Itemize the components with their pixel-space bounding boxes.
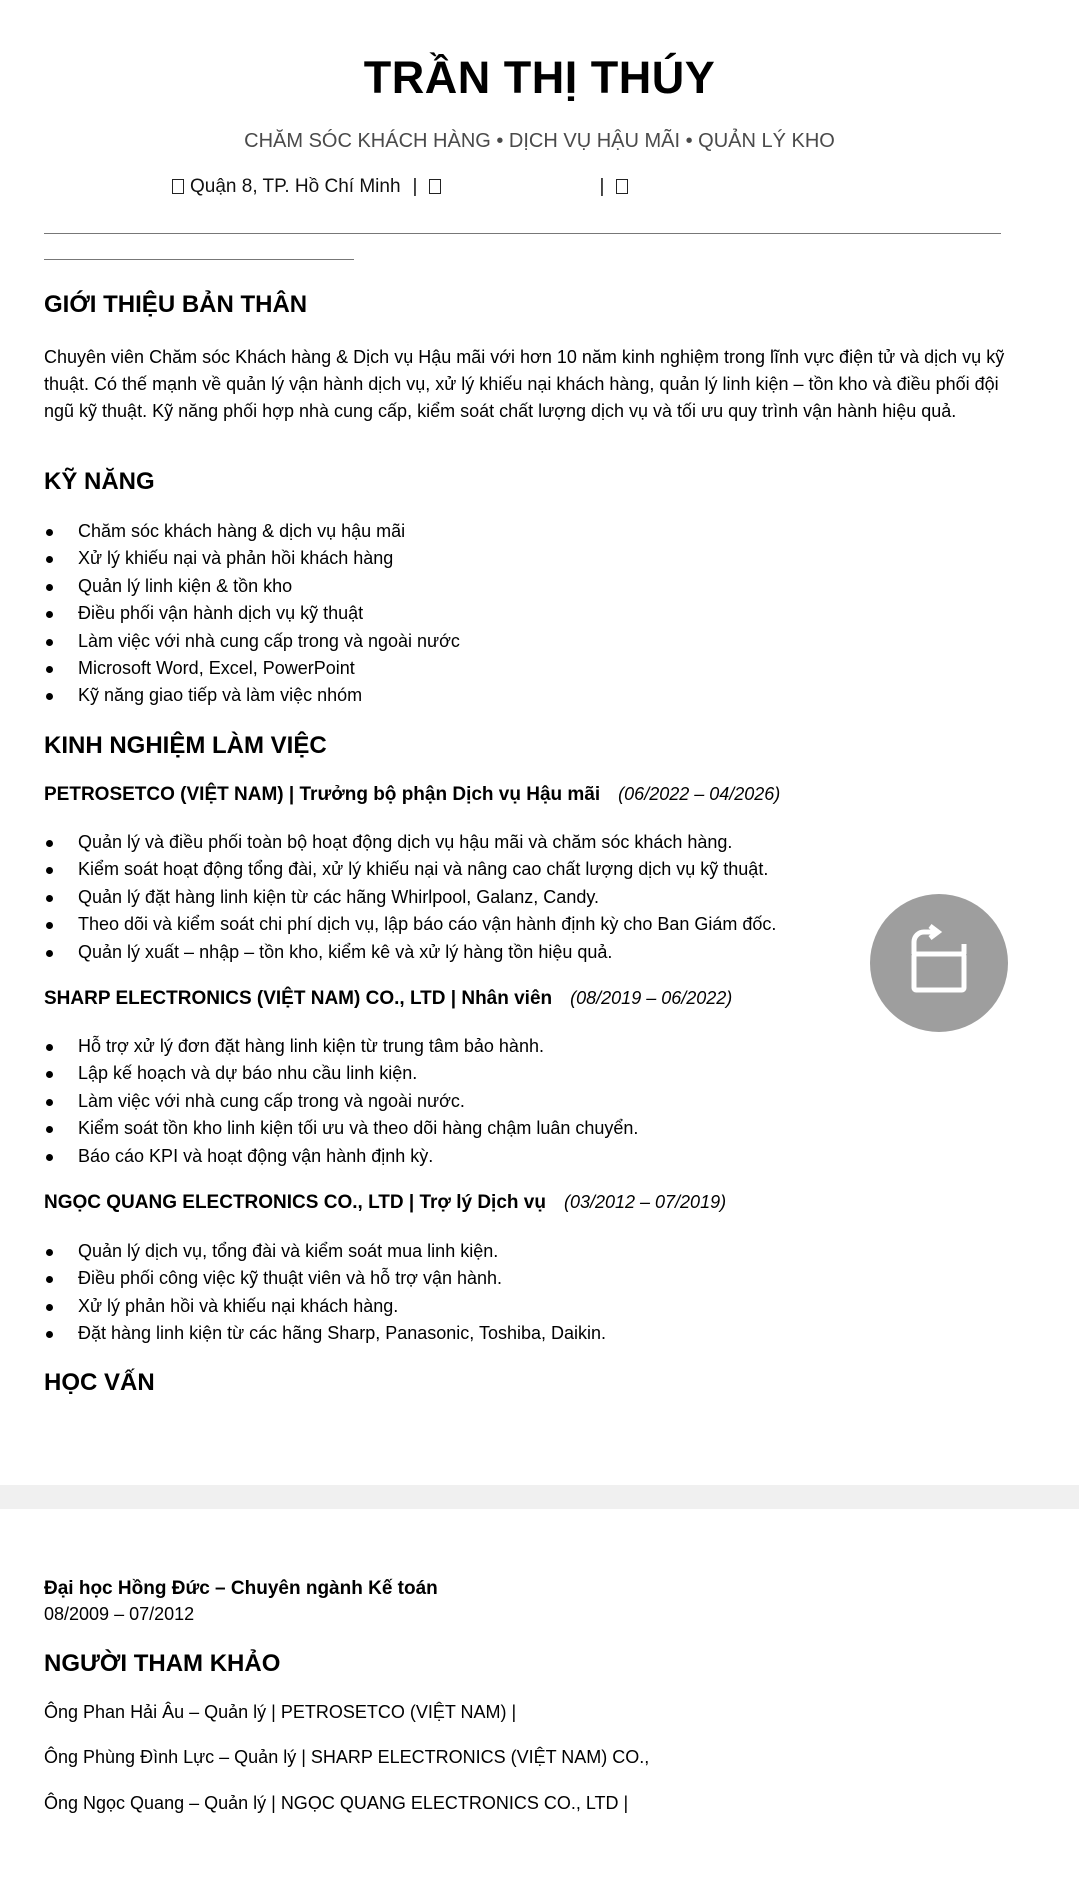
- contact-line: [172, 176, 634, 198]
- about-heading: GIỚI THIỆU BẢN THÂN: [44, 291, 308, 318]
- missing-glyph-icon: [429, 179, 441, 194]
- education-school: Đại học Hồng Đức – Chuyên ngành Kế toán: [44, 1578, 438, 1599]
- header-divider: [44, 233, 1001, 234]
- list-item: Làm việc với nhà cung cấp trong và ngoài nước: [44, 628, 460, 655]
- candidate-subtitle: CHĂM SÓC KHÁCH HÀNG • DỊCH VỤ HẬU MÃI • QUẢN LÝ KHO: [244, 130, 835, 152]
- candidate-name: TRẦN THỊ THÚY: [363, 52, 716, 103]
- list-item: Lập kế hoạch và dự báo nhu cầu linh kiện.: [44, 1060, 638, 1087]
- experience-heading: KINH NGHIỆM LÀM VIỆC: [44, 732, 327, 759]
- list-item: Điều phối vận hành dịch vụ kỹ thuật: [44, 600, 460, 627]
- job-dates: (08/2019 – 06/2022): [570, 988, 733, 1008]
- document-page-2: [0, 1509, 1079, 1888]
- list-item: Điều phối công việc kỹ thuật viên và hỗ trợ vận hành.: [44, 1265, 606, 1292]
- reference-item: Ông Phan Hải Âu – Quản lý | PETROSETCO (VIỆT NAM) |: [44, 1702, 517, 1722]
- list-item: Quản lý dịch vụ, tổng đài và kiểm soát mua linh kiện.: [44, 1238, 606, 1265]
- list-item: Xử lý khiếu nại và phản hồi khách hàng: [44, 545, 460, 572]
- job-title: PETROSETCO (VIỆT NAM) | Trưởng bộ phận Dịch vụ Hậu mãi (06/2022 – 04/2026): [44, 784, 781, 805]
- contact-separator: |: [599, 176, 605, 197]
- list-item: Kiểm soát tồn kho linh kiện tối ưu và theo dõi hàng chậm luân chuyển.: [44, 1115, 638, 1142]
- missing-glyph-icon: [616, 179, 628, 194]
- list-item: Làm việc với nhà cung cấp trong và ngoài nước.: [44, 1088, 638, 1115]
- references-heading: NGƯỜI THAM KHẢO: [44, 1650, 281, 1677]
- rotate-screen-icon: [870, 894, 1008, 1032]
- missing-glyph-icon: [172, 179, 184, 194]
- reference-item: Ông Phùng Đình Lực – Quản lý | SHARP ELECTRONICS (VIỆT NAM) CO.,: [44, 1747, 650, 1767]
- list-item: Xử lý phản hồi và khiếu nại khách hàng.: [44, 1293, 606, 1320]
- skills-heading: KỸ NĂNG: [44, 468, 155, 495]
- rotate-screen-button[interactable]: [870, 894, 1008, 1032]
- list-item: Báo cáo KPI và hoạt động vận hành định kỳ.: [44, 1143, 638, 1170]
- list-item: Quản lý và điều phối toàn bộ hoạt động dịch vụ hậu mãi và chăm sóc khách hàng.: [44, 829, 776, 856]
- page-gap: [0, 1485, 1079, 1509]
- job-bullets: [44, 829, 776, 966]
- job-dates: (06/2022 – 04/2026): [618, 784, 781, 804]
- skills-list: [44, 518, 460, 710]
- list-item: Chăm sóc khách hàng & dịch vụ hậu mãi: [44, 518, 460, 545]
- list-item: Microsoft Word, Excel, PowerPoint: [44, 655, 460, 682]
- header-divider-short: [44, 259, 354, 260]
- list-item: Quản lý đặt hàng linh kiện từ các hãng Whirlpool, Galanz, Candy.: [44, 884, 776, 911]
- list-item: Quản lý linh kiện & tồn kho: [44, 573, 460, 600]
- list-item: Kiểm soát hoạt động tổng đài, xử lý khiếu nại và nâng cao chất lượng dịch vụ kỹ thuật.: [44, 856, 776, 883]
- education-dates: 08/2009 – 07/2012: [44, 1604, 195, 1624]
- list-item: Hỗ trợ xử lý đơn đặt hàng linh kiện từ trung tâm bảo hành.: [44, 1033, 638, 1060]
- job-dates: (03/2012 – 07/2019): [563, 1192, 727, 1212]
- contact-location: Quận 8, TP. Hồ Chí Minh: [190, 176, 401, 197]
- job-bullets: [44, 1033, 638, 1170]
- job-title: SHARP ELECTRONICS (VIỆT NAM) CO., LTD | Nhân viên (08/2019 – 06/2022): [44, 988, 733, 1009]
- list-item: Đặt hàng linh kiện từ các hãng Sharp, Panasonic, Toshiba, Daikin.: [44, 1320, 606, 1347]
- about-text: Chuyên viên Chăm sóc Khách hàng & Dịch vụ Hậu mãi với hơn 10 năm kinh nghiệm trong lĩnh vực điện tử và dịch vụ kỹ thuật. Có thế mạnh về quản lý vận hành dịch vụ, xử lý khiếu nại khách hàng, quản lý linh kiện – tồn kho và điều phối đội ngũ kỹ thuật. Kỹ năng phối hợp nhà cung cấp, kiểm soát chất lượng dịch vụ và tối ưu quy trình vận hành hiệu quả.: [44, 347, 1005, 421]
- job-title: NGỌC QUANG ELECTRONICS CO., LTD | Trợ lý Dịch vụ (03/2012 – 07/2019): [44, 1192, 727, 1213]
- education-heading: HỌC VẤN: [44, 1369, 155, 1396]
- list-item: Kỹ năng giao tiếp và làm việc nhóm: [44, 682, 460, 709]
- list-item: Theo dõi và kiểm soát chi phí dịch vụ, lập báo cáo vận hành định kỳ cho Ban Giám đốc.: [44, 911, 776, 938]
- contact-separator: |: [412, 176, 418, 197]
- job-bullets: [44, 1238, 606, 1348]
- reference-item: Ông Ngọc Quang – Quản lý | NGỌC QUANG ELECTRONICS CO., LTD |: [44, 1793, 629, 1813]
- list-item: Quản lý xuất – nhập – tồn kho, kiểm kê và xử lý hàng tồn hiệu quả.: [44, 939, 776, 966]
